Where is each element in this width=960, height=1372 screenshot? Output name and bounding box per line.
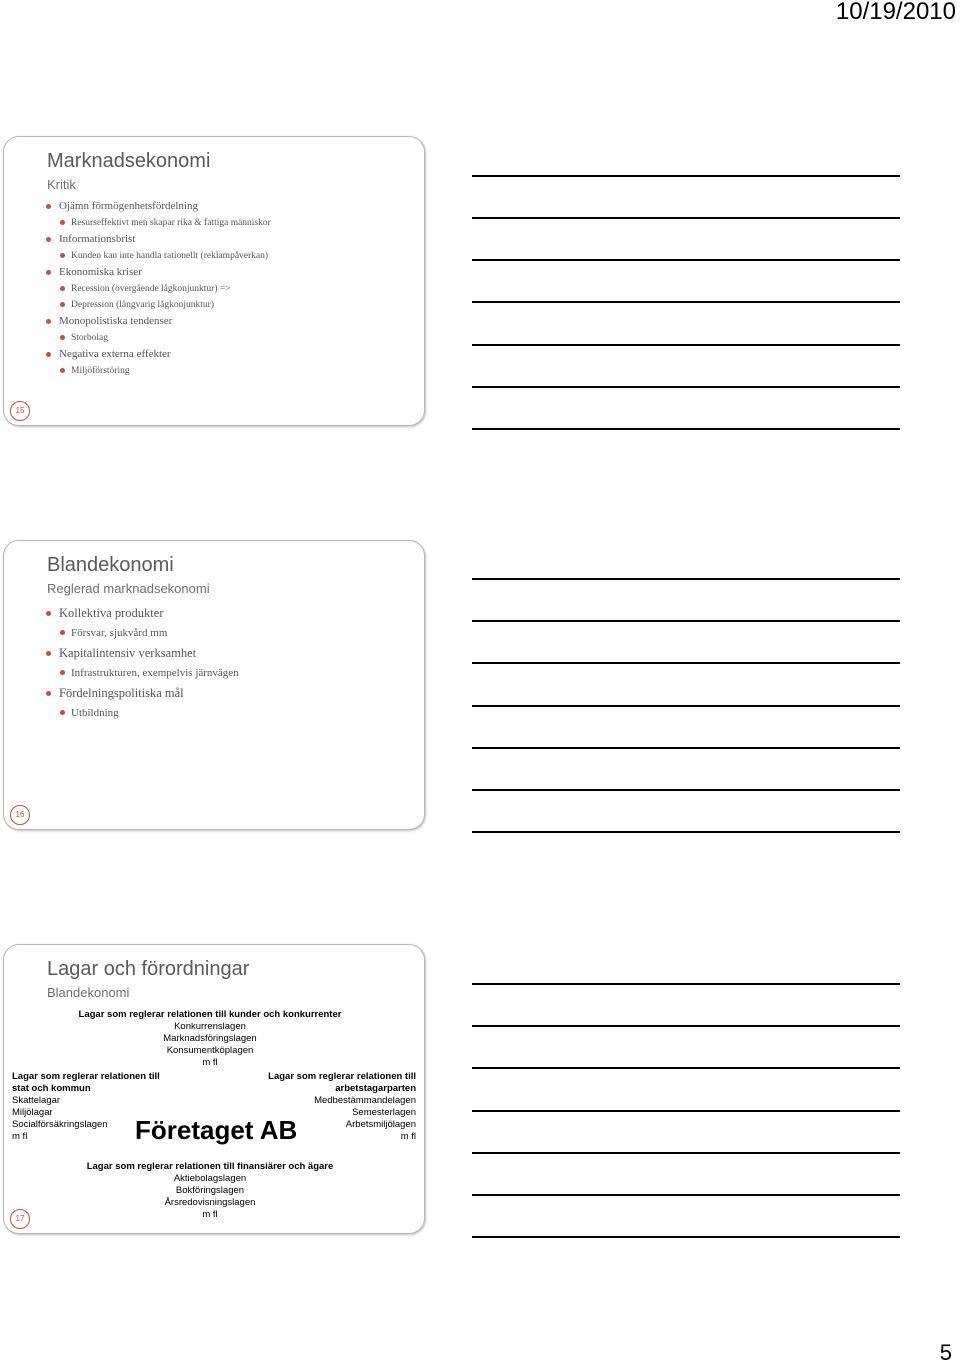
slide-subtitle: Reglerad marknadsekonomi (47, 581, 210, 596)
law-item: Socialförsäkringslagen (12, 1119, 108, 1130)
note-line (472, 301, 900, 303)
note-line (472, 578, 900, 580)
page-number: 5 (939, 1340, 952, 1365)
note-line (472, 1236, 900, 1238)
company-name: Företaget AB (135, 1115, 298, 1145)
law-item: Semesterlagen (352, 1107, 416, 1118)
bullet-item: Monopolistiska tendenser (45, 313, 415, 330)
law-item: Skattelagar (12, 1095, 61, 1106)
law-item: Marknadsföringslagen (163, 1033, 257, 1044)
note-line (472, 1152, 900, 1154)
sub-bullet-item: Kunden kan inte handla rationellt (reklampåverkan) (45, 248, 415, 264)
law-item: Årsredovisningslagen (164, 1197, 256, 1208)
note-line (472, 386, 900, 388)
bullet-list (45, 603, 415, 723)
sub-bullet-item: Depression (långvarig lågkonjunktur) (45, 297, 415, 313)
note-line (472, 1110, 900, 1112)
law-item: m fl (202, 1209, 218, 1220)
slide-17 (3, 944, 425, 1234)
note-line (472, 1194, 900, 1196)
law-item: m fl (400, 1131, 416, 1142)
note-line (472, 983, 900, 985)
slide-title: Blandekonomi (47, 554, 174, 576)
slide-16 (3, 540, 425, 830)
print-date: 10/19/2010 (835, 0, 956, 25)
sub-bullet-item: Resurseffektivt men skapar rika & fattiga människor (45, 215, 415, 231)
sub-bullet-item: Storbolag (45, 330, 415, 346)
bullet-item: Informationsbrist (45, 231, 415, 248)
note-line (472, 620, 900, 622)
law-item: Konsumentköplagen (166, 1045, 254, 1056)
note-line (472, 1067, 900, 1069)
note-line (472, 705, 900, 707)
law-item: Miljölagar (12, 1107, 53, 1118)
note-line (472, 789, 900, 791)
note-line (472, 747, 900, 749)
sub-bullet-item: Recession (övergående lågkonjunktur) => (45, 281, 415, 297)
slide-number: 16 (10, 805, 30, 825)
bullet-item: Kapitalintensiv verksamhet (45, 643, 415, 663)
law-item: m fl (202, 1057, 218, 1068)
bullet-item: Ojämn förmögenhetsfördelning (45, 198, 415, 215)
sub-bullet-item: Infrastrukturen, exempelvis järnvägen (45, 663, 415, 683)
law-item: Aktiebolagslagen (173, 1173, 247, 1184)
sub-bullet-item: Miljöförstöring (45, 363, 415, 379)
law-item: Arbetsmiljölagen (345, 1119, 416, 1130)
laws-heading: Lagar som reglerar relationen till (12, 1071, 160, 1082)
bullet-item: Ekonomiska kriser (45, 264, 415, 281)
note-line (472, 259, 900, 261)
slide-subtitle: Kritik (47, 177, 76, 192)
laws-heading: Lagar som reglerar relationen till finansiärer och ägare (86, 1161, 334, 1172)
slide-number: 15 (10, 401, 30, 421)
note-line (472, 831, 900, 833)
law-item: Bokföringslagen (175, 1185, 245, 1196)
note-line (472, 217, 900, 219)
laws-customers (70, 1009, 350, 1069)
laws-owners (70, 1161, 350, 1221)
bullet-list (45, 198, 415, 379)
sub-bullet-item: Utbildning (45, 703, 415, 723)
bullet-item: Fördelningspolitiska mål (45, 683, 415, 703)
slide-15 (3, 136, 425, 426)
note-line (472, 175, 900, 177)
laws-heading: Lagar som reglerar relationen till (268, 1071, 416, 1082)
slide-subtitle: Blandekonomi (47, 985, 130, 1000)
law-item: m fl (12, 1131, 28, 1142)
law-item: Konkurrenslagen (174, 1021, 246, 1032)
bullet-item: Negativa externa effekter (45, 346, 415, 363)
note-line (472, 344, 900, 346)
slide-number: 17 (10, 1209, 30, 1229)
sub-bullet-item: Försvar, sjukvård mm (45, 623, 415, 643)
note-line (472, 428, 900, 430)
laws-heading: stat och kommun (12, 1083, 91, 1094)
note-line (472, 662, 900, 664)
note-line (472, 1025, 900, 1027)
slide-title: Marknadsekonomi (47, 150, 211, 172)
laws-heading: arbetstagarparten (335, 1083, 416, 1094)
bullet-item: Kollektiva produkter (45, 603, 415, 623)
slide-title: Lagar och förordningar (47, 958, 250, 980)
laws-heading: Lagar som reglerar relationen till kunder och konkurrenter (78, 1009, 342, 1020)
law-item: Medbestämmandelagen (314, 1095, 416, 1106)
